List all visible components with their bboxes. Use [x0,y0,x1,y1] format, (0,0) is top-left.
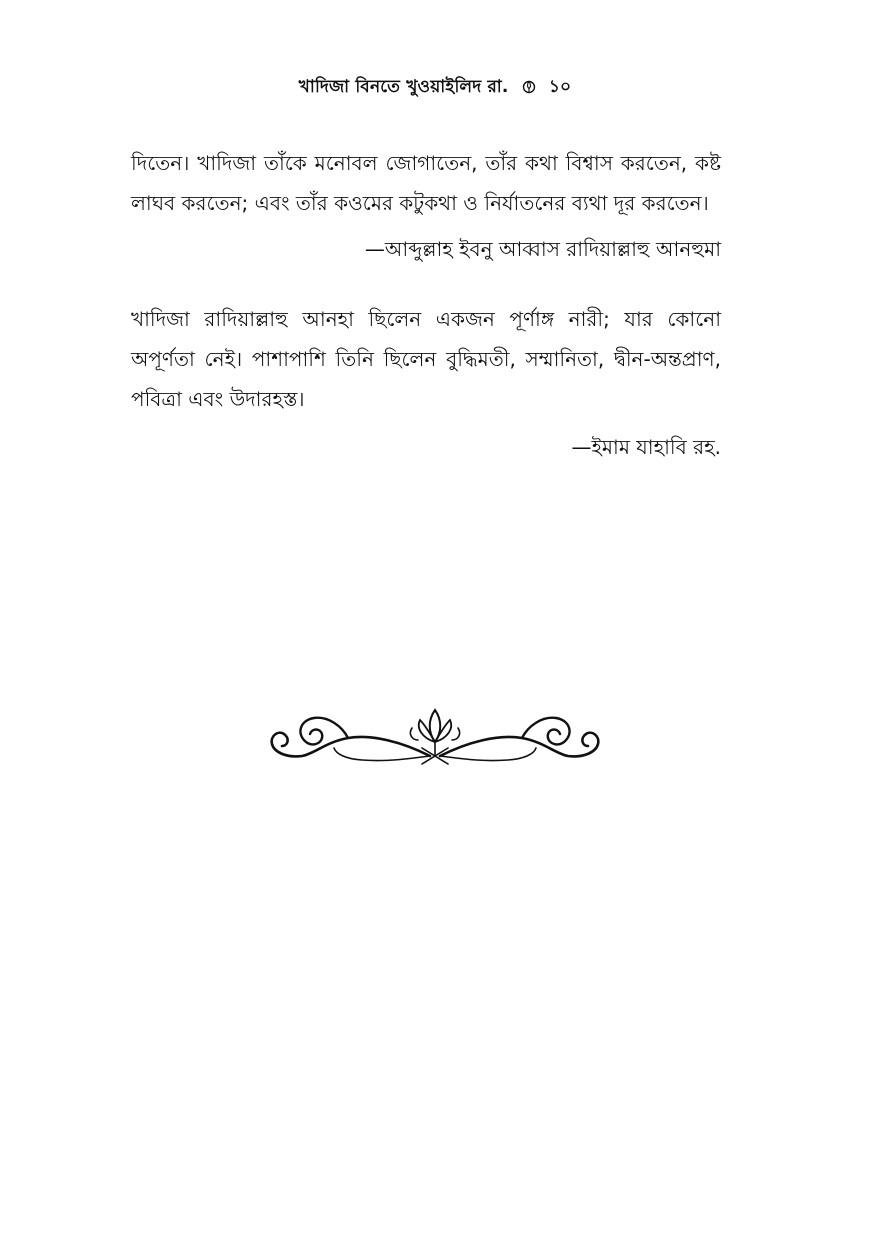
running-header [0,74,870,102]
paragraph-2: খাদিজা রাদিয়াল্লাহু আনহা ছিলেন একজন পূর্ণাঙ্গ নারী; যার কোনো অপূর্ণতা নেই। পাশাপাশি তিনি ছিলেন বুদ্ধিমতী, সম্মানিতা, দ্বীন-অন্তপ্রাণ, পবিত্রা এবং উদারহস্ত। [131,307,721,411]
book-title: খাদিজা বিনতে খুওয়াইলিদ রা. [298,77,509,97]
attribution-1: —আব্দুল্লাহ ইবনু আব্বাস রাদিয়াল্লাহু আনহুমা [364,237,721,261]
flourish-divider-icon [262,698,608,780]
page-number: ১০ [548,77,572,97]
page-content [131,143,721,467]
paragraph-1: দিতেন। খাদিজা তাঁকে মনোবল জোগাতেন, তাঁর কথা বিশ্বাস করতেন, কষ্ট লাঘব করতেন; এবং তাঁর কওমের কটুকথা ও নির্যাতনের ব্যথা দূর করতেন। [131,151,721,215]
attribution-2: —ইমাম যাহাবি রহ. [571,435,721,459]
ornament-bullet-icon [521,77,537,97]
